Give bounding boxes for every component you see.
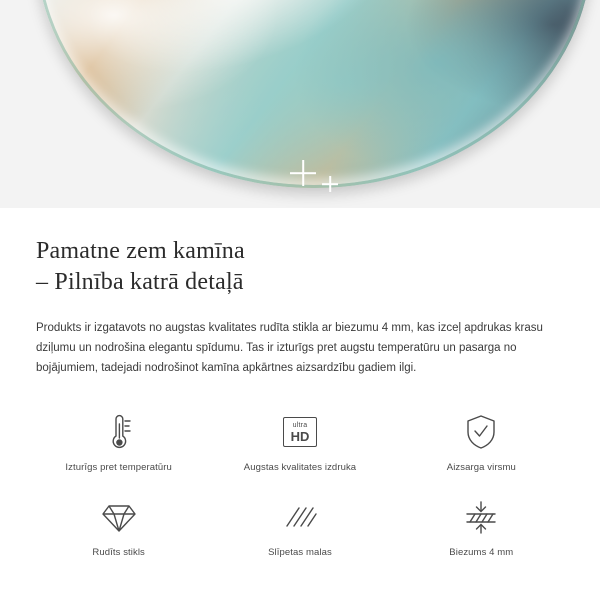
thermometer-icon — [102, 410, 136, 454]
product-description: Produkts ir izgatavots no augstas kvalitates rudīta stikla ar biezumu 4 mm, kas izceļ apdrukas krasu dziļumu un nodrošina elegantu spīdumu. Tas ir izturīgs pret augstu temperatūru un pasarga no bojājumiem, tadejadi nodrošinot kamīna apkārtnes aizsardzību gadiem ilgi. — [36, 322, 543, 374]
feature-item — [28, 489, 209, 566]
headline-line-1: Pamatne zem kamīna — [36, 238, 245, 264]
feature-label: Aizsarga virsmu — [446, 462, 516, 473]
feature-item — [391, 489, 572, 566]
ultra-hd-bottom-text: HD — [290, 428, 310, 444]
headline-line-2: – Pilnība katrā detaļā — [36, 269, 244, 295]
hero-image — [0, 0, 600, 208]
feature-grid — [28, 404, 572, 566]
ultra-hd-top-text: ultra — [292, 421, 308, 429]
content-section — [0, 208, 600, 566]
feature-label: Izturīgs pret temperatūru — [65, 462, 172, 473]
feature-item — [391, 404, 572, 481]
feature-item — [209, 404, 390, 481]
ultra-hd-icon — [283, 410, 317, 454]
shield-check-icon — [464, 410, 498, 454]
thickness-icon — [463, 495, 499, 539]
feature-label: Biezums 4 mm — [449, 547, 514, 558]
page-title — [36, 236, 564, 298]
polished-edges-icon — [283, 495, 317, 539]
feature-label: Rudīts stikls — [92, 547, 145, 558]
feature-item — [209, 489, 390, 566]
feature-item — [28, 404, 209, 481]
diamond-icon — [101, 495, 137, 539]
feature-label: Augstas kvalitates izdruka — [243, 462, 357, 473]
feature-label: Slīpetas malas — [268, 547, 332, 558]
